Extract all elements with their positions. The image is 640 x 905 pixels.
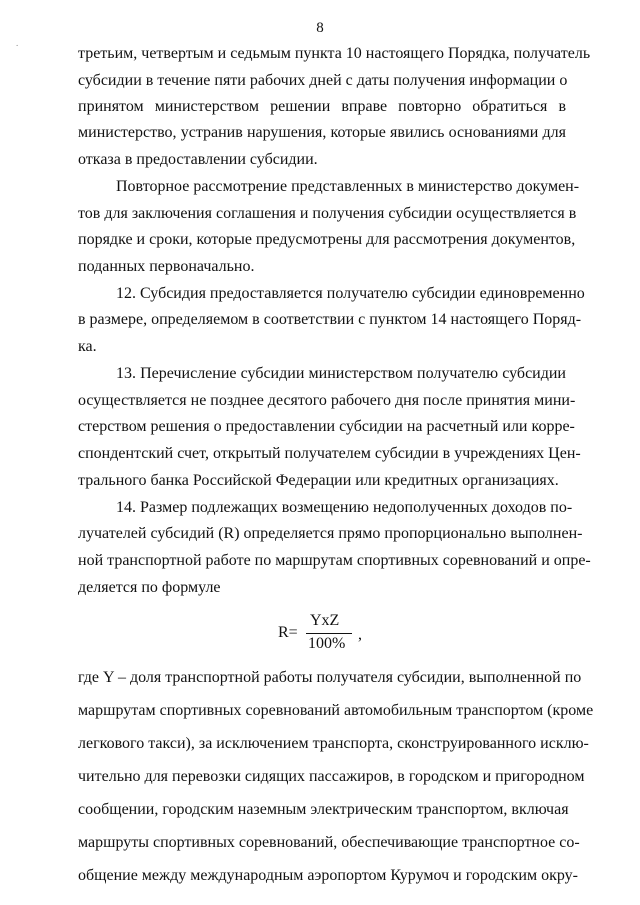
formula-numerator: YxZ <box>310 612 340 629</box>
page-number: 8 <box>316 20 324 36</box>
text-line: в размере, определяемом в соответствии с пунктом 14 настоящего Поряд- <box>78 311 582 328</box>
text-line: тов для заключения соглашения и получения субсидии осуществляется в <box>78 205 577 222</box>
text-line: ной транспортной работе по маршрутам спортивных соревнований и опре- <box>78 552 591 569</box>
text-line: третьим, четвертым и седьмым пункта 10 настоящего Порядка, получатель <box>78 45 591 62</box>
text-line: 12. Субсидия предоставляется получателю субсидии единовременно <box>116 285 585 302</box>
text-line: Повторное рассмотрение представленных в министерство докумен- <box>116 178 580 195</box>
text-line: порядке и сроки, которые предусмотрены для рассмотрения документов, <box>78 231 576 248</box>
text-line: легкового такси), за исключением транспорта, сконструированного исклю- <box>78 735 589 752</box>
text-line: поданных первоначально. <box>78 258 255 275</box>
text-line: стерством решения о предоставлении субсидии на расчетный или корре- <box>78 418 575 435</box>
text-line: 14. Размер подлежащих возмещению недополученных доходов по- <box>116 499 573 516</box>
text-line: субсидии в течение пяти рабочих дней с даты получения информации о <box>78 72 568 89</box>
text-line: лучателей субсидий (R) определяется прямо пропорционально выполнен- <box>78 525 583 542</box>
text-line: трального банка Российской Федерации или кредитных организациях. <box>78 472 559 489</box>
text-line: министерство, устранив нарушения, которые явились основаниями для <box>78 124 566 141</box>
text-line: чительно для перевозки сидящих пассажиров, в городском и пригородном <box>78 768 585 785</box>
formula-lhs: R= <box>278 624 298 641</box>
text-line: спондентский счет, открытый получателем субсидии в учреждениях Цен- <box>78 445 581 462</box>
text-line: принятом министерством решении вправе повторно обратиться в <box>78 98 566 115</box>
formula-comma: , <box>358 626 362 643</box>
text-line: маршрутам спортивных соревнований автомобильным транспортом (кроме <box>78 702 594 719</box>
text-line: общение между международным аэропортом Курумоч и городским окру- <box>78 867 578 884</box>
text-line: сообщении, городским наземным электрическим транспортом, включая <box>78 801 569 818</box>
text-line: маршруты спортивных соревнований, обеспечивающие транспортное со- <box>78 834 580 851</box>
text-line: ка. <box>78 338 97 355</box>
text-line: где Y – доля транспортной работы получателя субсидии, выполненной по <box>78 669 582 686</box>
margin-mark: . <box>16 38 19 48</box>
text-line: деляется по формуле <box>78 579 221 596</box>
text-line: осуществляется не позднее десятого рабочего дня после принятия мини- <box>78 392 576 409</box>
formula <box>270 612 390 656</box>
formula-denominator: 100% <box>308 635 346 652</box>
text-line: отказа в предоставлении субсидии. <box>78 151 318 168</box>
text-line: 13. Перечисление субсидии министерством получателю субсидии <box>116 365 566 382</box>
fraction-bar <box>306 633 352 634</box>
